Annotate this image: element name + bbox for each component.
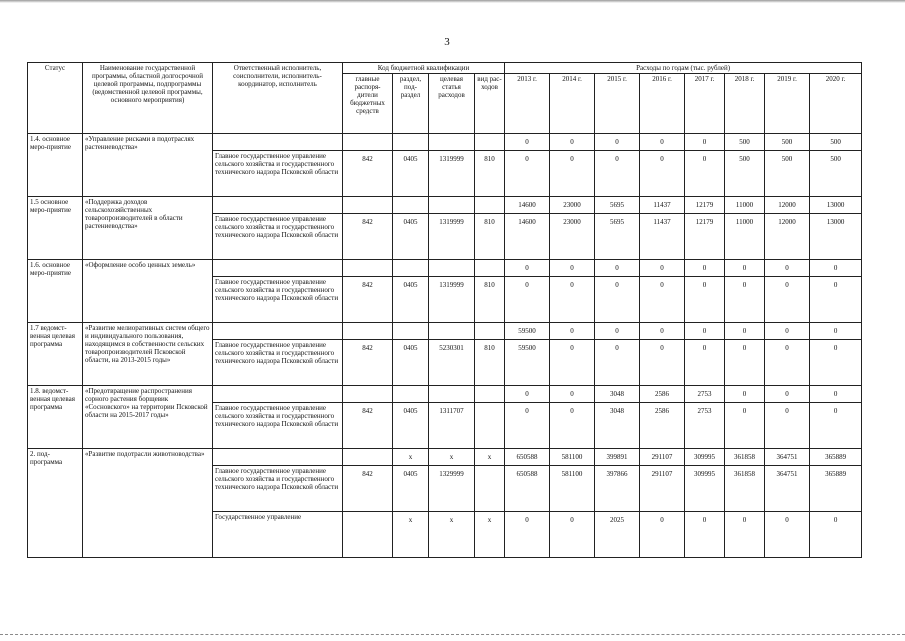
header-code-col: раздел, под-раздел: [393, 74, 429, 134]
code-cell: 0405: [393, 340, 429, 386]
expense-value-cell: 0: [685, 134, 725, 151]
expense-value-cell: 581100: [550, 466, 595, 512]
expense-value-cell: 0: [595, 323, 640, 340]
expense-value-cell: 5695: [595, 197, 640, 214]
expense-value-cell: 500: [725, 134, 765, 151]
expense-value-cell: 3048: [595, 403, 640, 449]
expense-value-cell: 11000: [725, 214, 765, 260]
expense-value-cell: 365889: [810, 466, 862, 512]
code-cell: 842: [343, 466, 393, 512]
status-cell: 2. под-программа: [28, 449, 83, 558]
expense-value-cell: 581100: [550, 449, 595, 466]
expense-value-cell: 500: [765, 151, 810, 197]
expense-value-cell: 650588: [505, 449, 550, 466]
expense-value-cell: 3048: [595, 386, 640, 403]
expense-value-cell: 364751: [765, 449, 810, 466]
expense-value-cell: 0: [765, 323, 810, 340]
expense-value-cell: 0: [595, 151, 640, 197]
code-cell: 842: [343, 340, 393, 386]
header-year: 2014 г.: [550, 74, 595, 134]
expense-value-cell: 0: [505, 386, 550, 403]
status-cell: 1.4. основное меро-приятие: [28, 134, 83, 197]
expense-value-cell: 14600: [505, 197, 550, 214]
expense-value-cell: 397866: [595, 466, 640, 512]
code-cell: [429, 323, 475, 340]
expense-value-cell: 291107: [640, 466, 685, 512]
code-cell: [343, 134, 393, 151]
expense-value-cell: 500: [810, 151, 862, 197]
executor-cell: Главное государственное управление сельского хозяйства и государственного технического надзора Псковской области: [213, 214, 343, 260]
expense-value-cell: 0: [550, 386, 595, 403]
code-cell: [475, 323, 505, 340]
code-cell: [475, 403, 505, 449]
expense-value-cell: 59500: [505, 340, 550, 386]
expense-value-cell: 0: [725, 340, 765, 386]
program-name-cell: «Управление рисками в подотраслях растениеводства»: [83, 134, 213, 197]
expense-value-cell: 0: [725, 386, 765, 403]
code-cell: 1311707: [429, 403, 475, 449]
expense-value-cell: 0: [765, 386, 810, 403]
table-row: [28, 449, 862, 466]
expense-value-cell: 361858: [725, 466, 765, 512]
expense-value-cell: 0: [810, 340, 862, 386]
expense-value-cell: 399891: [595, 449, 640, 466]
code-cell: [475, 260, 505, 277]
code-cell: [393, 386, 429, 403]
expense-value-cell: 0: [550, 134, 595, 151]
table-row: [28, 386, 862, 403]
code-cell: 0405: [393, 277, 429, 323]
code-cell: х: [475, 512, 505, 558]
program-name-cell: «Оформление особо ценных земель»: [83, 260, 213, 323]
executor-cell: [213, 197, 343, 214]
expense-value-cell: 0: [550, 277, 595, 323]
expense-value-cell: 2753: [685, 403, 725, 449]
code-cell: х: [393, 449, 429, 466]
code-cell: 5230301: [429, 340, 475, 386]
executor-cell: [213, 260, 343, 277]
header-status: Статус: [28, 63, 83, 134]
expense-value-cell: 500: [725, 151, 765, 197]
code-cell: [393, 323, 429, 340]
expense-value-cell: 0: [640, 512, 685, 558]
table-row: [28, 260, 862, 277]
status-cell: 1.5 основное меро-приятие: [28, 197, 83, 260]
expense-value-cell: 365889: [810, 449, 862, 466]
executor-cell: Главное государственное управление сельского хозяйства и государственного технического надзора Псковской области: [213, 277, 343, 323]
table-row: [28, 323, 862, 340]
expense-value-cell: 2753: [685, 386, 725, 403]
expense-value-cell: 13000: [810, 197, 862, 214]
program-name-cell: «Поддержка доходов сельскохозяйственных товаропроизводителей в области растениеводства»: [83, 197, 213, 260]
code-cell: 0405: [393, 466, 429, 512]
expense-value-cell: 0: [725, 323, 765, 340]
expense-value-cell: 0: [810, 403, 862, 449]
code-cell: 1319999: [429, 151, 475, 197]
code-cell: [475, 386, 505, 403]
expense-value-cell: 0: [550, 151, 595, 197]
expense-value-cell: 291107: [640, 449, 685, 466]
code-cell: 810: [475, 340, 505, 386]
expense-value-cell: 0: [640, 340, 685, 386]
expense-value-cell: 0: [810, 512, 862, 558]
table-row: [28, 197, 862, 214]
expense-value-cell: 23000: [550, 214, 595, 260]
header-year: 2016 г.: [640, 74, 685, 134]
code-cell: 810: [475, 277, 505, 323]
expense-value-cell: 0: [765, 277, 810, 323]
expense-value-cell: 0: [685, 512, 725, 558]
expense-value-cell: 2025: [595, 512, 640, 558]
expense-value-cell: 12179: [685, 214, 725, 260]
expense-value-cell: 11437: [640, 214, 685, 260]
expense-value-cell: 309995: [685, 466, 725, 512]
expense-value-cell: 0: [505, 277, 550, 323]
expense-value-cell: 0: [505, 403, 550, 449]
code-cell: 842: [343, 403, 393, 449]
expense-value-cell: 0: [685, 260, 725, 277]
expense-value-cell: 0: [725, 277, 765, 323]
program-name-cell: «Развитие мелиоративных систем общего и индивидуального пользования, находящимся в собственности сельских товаропроизводителей Псковской области, на 2013-2015 годы»: [83, 323, 213, 386]
header-code-col: главные распоря-дители бюджетных средств: [343, 74, 393, 134]
expense-value-cell: 23000: [550, 197, 595, 214]
expense-value-cell: 0: [725, 260, 765, 277]
expense-value-cell: 0: [810, 260, 862, 277]
expense-value-cell: 12000: [765, 214, 810, 260]
executor-cell: Главное государственное управление сельского хозяйства и государственного технического надзора Псковской области: [213, 403, 343, 449]
code-cell: 1319999: [429, 214, 475, 260]
code-cell: 0405: [393, 214, 429, 260]
expense-value-cell: 0: [640, 151, 685, 197]
code-cell: [343, 386, 393, 403]
expense-value-cell: 0: [810, 277, 862, 323]
header-budget-code: Код бюджетной квалификации: [343, 63, 505, 74]
expense-value-cell: 0: [765, 403, 810, 449]
code-cell: [429, 260, 475, 277]
code-cell: [343, 260, 393, 277]
expense-value-cell: 0: [595, 340, 640, 386]
code-cell: 810: [475, 214, 505, 260]
expense-value-cell: 0: [725, 512, 765, 558]
code-cell: 1319999: [429, 277, 475, 323]
expense-value-cell: 0: [685, 151, 725, 197]
code-cell: [429, 134, 475, 151]
code-cell: 842: [343, 214, 393, 260]
header-code-col: целевая статья расходов: [429, 74, 475, 134]
expense-value-cell: 0: [550, 340, 595, 386]
executor-cell: [213, 134, 343, 151]
code-cell: х: [429, 449, 475, 466]
executor-cell: [213, 323, 343, 340]
budget-table: [27, 62, 862, 558]
expense-value-cell: 0: [810, 323, 862, 340]
code-cell: [343, 512, 393, 558]
expense-value-cell: 0: [640, 323, 685, 340]
expense-value-cell: 11437: [640, 197, 685, 214]
code-cell: [475, 134, 505, 151]
expense-value-cell: 0: [505, 260, 550, 277]
expense-value-cell: 650588: [505, 466, 550, 512]
expense-value-cell: 0: [505, 151, 550, 197]
expense-value-cell: 0: [765, 260, 810, 277]
code-cell: 842: [343, 151, 393, 197]
code-cell: [475, 197, 505, 214]
executor-cell: Государственное управление: [213, 512, 343, 558]
expense-value-cell: 0: [765, 340, 810, 386]
expense-value-cell: 309995: [685, 449, 725, 466]
expense-value-cell: 0: [810, 386, 862, 403]
expense-value-cell: 0: [640, 260, 685, 277]
expense-value-cell: 5695: [595, 214, 640, 260]
expense-value-cell: 0: [685, 277, 725, 323]
code-cell: х: [429, 512, 475, 558]
expense-value-cell: 0: [550, 403, 595, 449]
code-cell: 810: [475, 151, 505, 197]
expense-value-cell: 0: [725, 403, 765, 449]
header-year: 2013 г.: [505, 74, 550, 134]
expense-value-cell: 0: [640, 134, 685, 151]
table-row: [28, 134, 862, 151]
expense-value-cell: 0: [685, 323, 725, 340]
status-cell: 1.8. ведомст-венная целевая программа: [28, 386, 83, 449]
expense-value-cell: 12000: [765, 197, 810, 214]
expense-value-cell: 12179: [685, 197, 725, 214]
executor-cell: [213, 386, 343, 403]
expense-value-cell: 0: [550, 260, 595, 277]
expense-value-cell: 0: [595, 134, 640, 151]
expense-value-cell: 0: [595, 260, 640, 277]
expense-value-cell: 2586: [640, 403, 685, 449]
expense-value-cell: 0: [550, 512, 595, 558]
code-cell: х: [393, 512, 429, 558]
program-name-cell: «Предотвращение распространения сорного растения борщевик «Сосновского» на территории Псковской области на 2015-2017 годы»: [83, 386, 213, 449]
expense-value-cell: 0: [765, 512, 810, 558]
code-cell: х: [475, 449, 505, 466]
expense-value-cell: 361858: [725, 449, 765, 466]
expense-value-cell: 0: [685, 340, 725, 386]
expense-value-cell: 364751: [765, 466, 810, 512]
code-cell: [475, 466, 505, 512]
code-cell: [343, 323, 393, 340]
code-cell: 1329999: [429, 466, 475, 512]
expense-value-cell: 0: [595, 277, 640, 323]
executor-cell: Главное государственное управление сельского хозяйства и государственного технического надзора Псковской области: [213, 340, 343, 386]
header-expenses: Расходы по годам (тыс. рублей): [505, 63, 862, 74]
header-year: 2018 г.: [725, 74, 765, 134]
expense-value-cell: 11000: [725, 197, 765, 214]
header-year: 2020 г.: [810, 74, 862, 134]
expense-value-cell: 0: [550, 323, 595, 340]
code-cell: 0405: [393, 151, 429, 197]
header-row-main: [28, 63, 862, 74]
code-cell: 842: [343, 277, 393, 323]
program-name-cell: «Развитие подотрасли животноводства»: [83, 449, 213, 558]
executor-cell: Главное государственное управление сельского хозяйства и государственного технического надзора Псковской области: [213, 151, 343, 197]
executor-cell: Главное государственное управление сельского хозяйства и государственного технического надзора Псковской области: [213, 466, 343, 512]
code-cell: [393, 134, 429, 151]
expense-value-cell: 500: [810, 134, 862, 151]
code-cell: [393, 260, 429, 277]
header-year: 2015 г.: [595, 74, 640, 134]
header-name: Наименование государственной программы, областной долгосрочной целевой программы, подпрограммы (ведомственной целевой программы, основного мероприятия): [83, 63, 213, 134]
expense-value-cell: 59500: [505, 323, 550, 340]
expense-value-cell: 0: [505, 512, 550, 558]
header-code-col: вид рас-ходов: [475, 74, 505, 134]
expense-value-cell: 500: [765, 134, 810, 151]
code-cell: [343, 449, 393, 466]
code-cell: [429, 197, 475, 214]
code-cell: [343, 197, 393, 214]
expense-value-cell: 0: [505, 134, 550, 151]
executor-cell: [213, 449, 343, 466]
expense-value-cell: 0: [640, 277, 685, 323]
code-cell: [429, 386, 475, 403]
expense-value-cell: 14600: [505, 214, 550, 260]
header-year: 2017 г.: [685, 74, 725, 134]
header-executor: Ответственный исполнитель, соисполнители, исполнитель-координатор, исполнитель: [213, 63, 343, 134]
expense-value-cell: 2586: [640, 386, 685, 403]
status-cell: 1.6. основное меро-приятие: [28, 260, 83, 323]
header-year: 2019 г.: [765, 74, 810, 134]
page-number: 3: [444, 36, 450, 48]
status-cell: 1.7 ведомст-венная целевая программа: [28, 323, 83, 386]
code-cell: 0405: [393, 403, 429, 449]
scan-top-edge: [0, 0, 905, 3]
code-cell: [393, 197, 429, 214]
expense-value-cell: 13000: [810, 214, 862, 260]
